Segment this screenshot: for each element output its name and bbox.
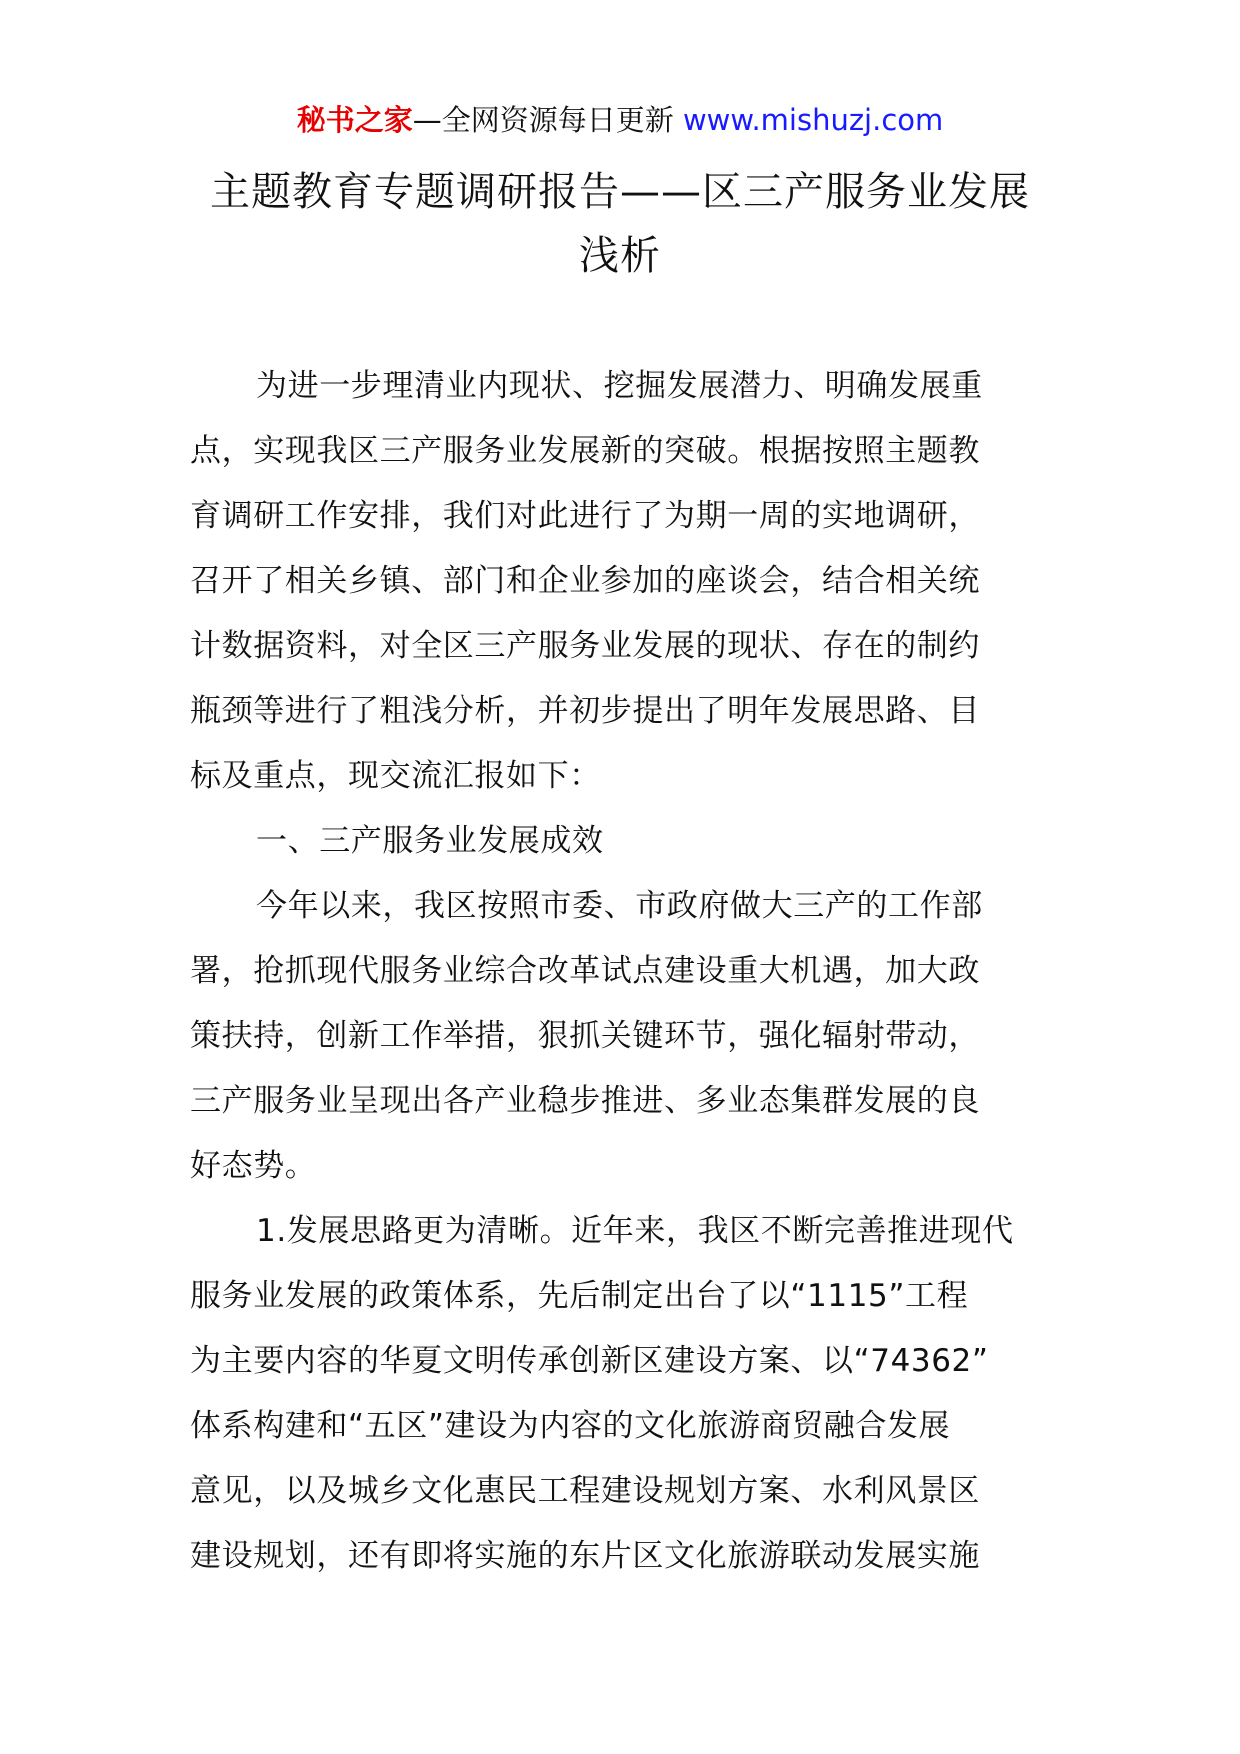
- text-line: 策扶持，创新工作举措，狠抓关键环节，强化辐射带动，: [190, 1018, 980, 1054]
- text-line: 召开了相关乡镇、部门和企业参加的座谈会，结合相关统: [190, 563, 980, 599]
- text-line: 服务业发展的政策体系，先后制定出台了以“1115”工程: [190, 1278, 969, 1314]
- text-line: 为进一步理清业内现状、挖掘发展潜力、明确发展重: [256, 368, 983, 404]
- intro-paragraph: [190, 354, 1060, 809]
- text-line: 意见，以及城乡文化惠民工程建设规划方案、水利风景区: [190, 1473, 980, 1509]
- title-line-1: 主题教育专题调研报告——区三产服务业发展: [210, 169, 1030, 215]
- header-tagline: —全网资源每日更新: [412, 103, 683, 137]
- results-paragraph: [190, 874, 1060, 1199]
- point-1-paragraph: [190, 1199, 1060, 1589]
- text-line: 体系构建和“五区”建设为内容的文化旅游商贸融合发展: [190, 1408, 951, 1444]
- title-line-2: 浅析: [579, 233, 661, 279]
- site-header: [0, 100, 1240, 140]
- text-line: 点，实现我区三产服务业发展新的突破。根据按照主题教: [190, 433, 980, 469]
- text-line: 为主要内容的华夏文明传承创新区建设方案、以“74362”: [190, 1343, 989, 1379]
- section-heading: 一、三产服务业发展成效: [256, 823, 604, 859]
- text-line: 1.发展思路更为清晰。近年来，我区不断完善推进现代: [256, 1213, 1014, 1249]
- text-line: 今年以来，我区按照市委、市政府做大三产的工作部: [256, 888, 983, 924]
- brand-name: 秘书之家: [296, 103, 413, 137]
- text-line: 建设规划，还有即将实施的东片区文化旅游联动发展实施: [190, 1538, 980, 1574]
- text-line: 标及重点，现交流汇报如下：: [190, 758, 601, 794]
- text-line: 瓶颈等进行了粗浅分析，并初步提出了明年发展思路、目: [190, 693, 980, 729]
- document-body: [190, 354, 1060, 1589]
- text-line: 计数据资料，对全区三产服务业发展的现状、存在的制约: [190, 628, 980, 664]
- text-line: 三产服务业呈现出各产业稳步推进、多业态集群发展的良: [190, 1083, 980, 1119]
- text-line: 署，抢抓现代服务业综合改革试点建设重大机遇，加大政: [190, 953, 980, 989]
- text-line: 育调研工作安排，我们对此进行了为期一周的实地调研，: [190, 498, 980, 534]
- site-url[interactable]: www.mishuzj.com: [682, 103, 944, 137]
- document-title: [150, 160, 1090, 288]
- text-line: 好态势。: [190, 1148, 317, 1184]
